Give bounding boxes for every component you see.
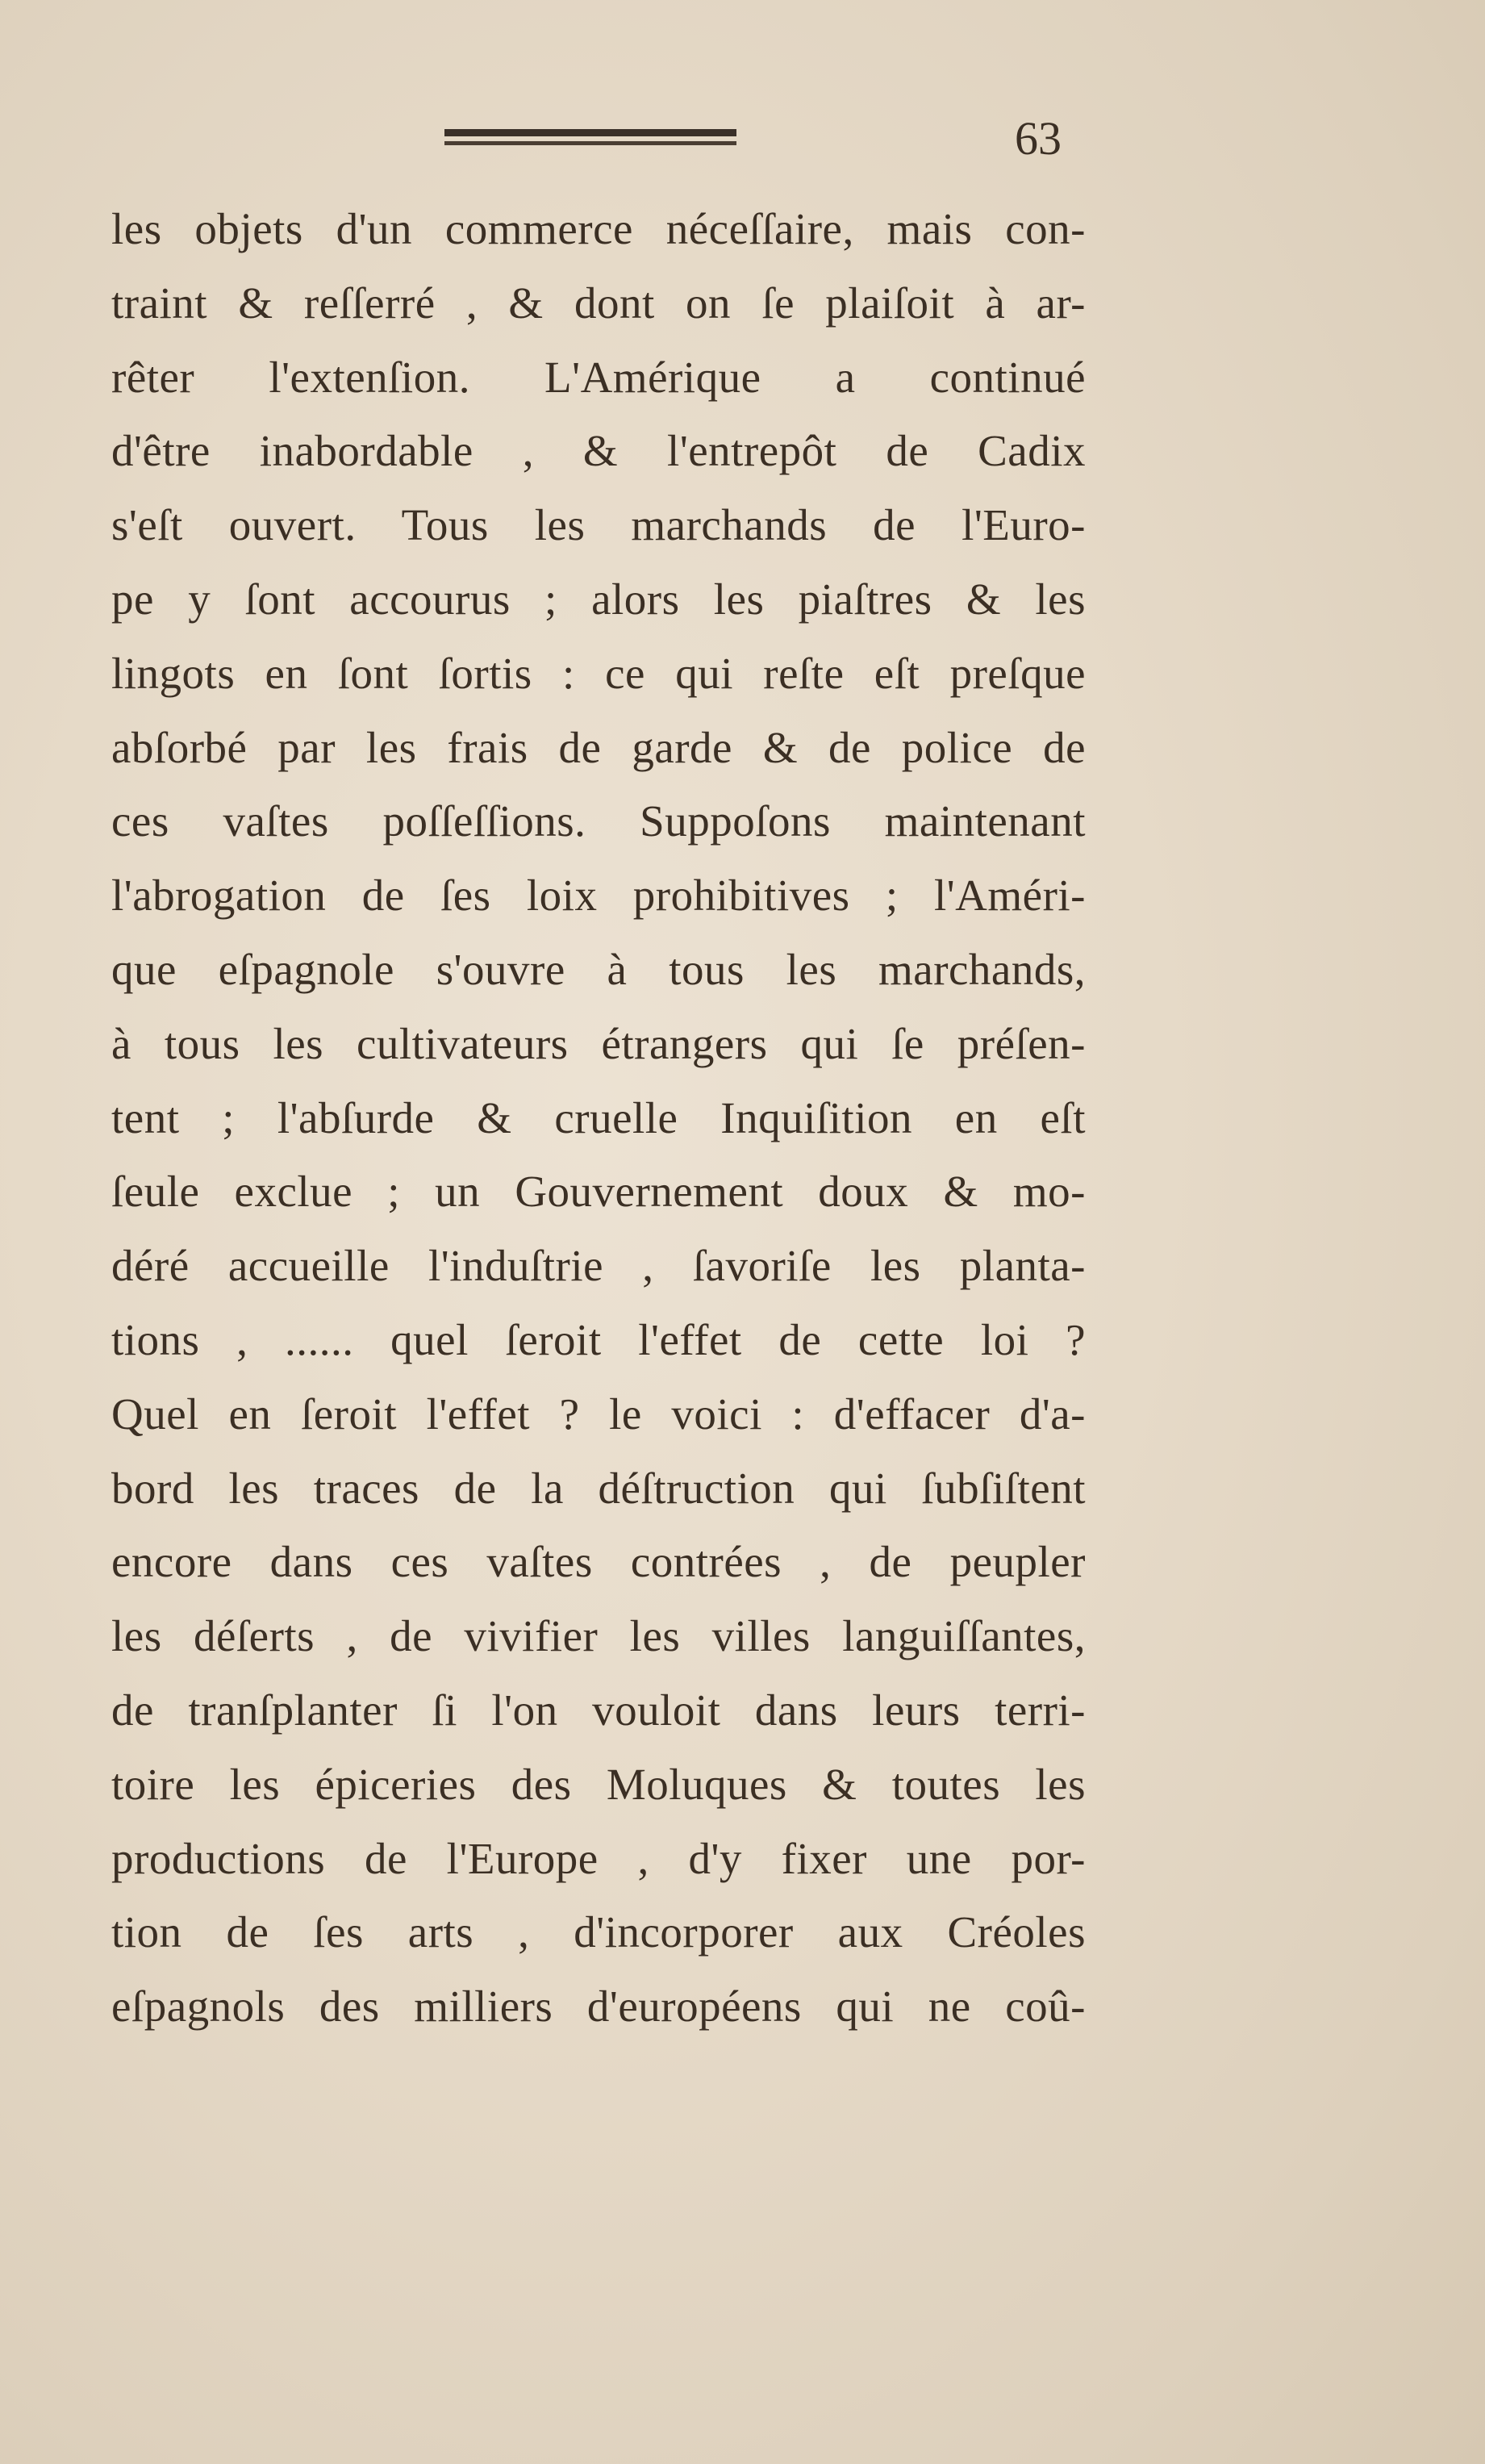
- text-line: encore dans ces vaſtes contrées , de peupler: [111, 1537, 1086, 1587]
- text-line: bord les traces de la déſtruction qui ſubſiſtent: [111, 1463, 1086, 1513]
- page-body-text: [111, 192, 1086, 2044]
- text-line: ces vaſtes poſſeſſions. Suppoſons maintenant: [111, 796, 1086, 846]
- text-line: eſpagnols des milliers d'européens qui ne coû-: [111, 1982, 1086, 2032]
- text-line: traint & reſſerré , & dont on ſe plaiſoit à ar-: [111, 278, 1086, 328]
- text-line: les objets d'un commerce néceſſaire, mais con-: [111, 204, 1086, 253]
- text-line: de tranſplanter ſi l'on vouloit dans leurs terri-: [111, 1685, 1086, 1735]
- text-line: déré accueille l'induſtrie , ſavoriſe les planta-: [111, 1241, 1086, 1291]
- text-line: tions , ...... quel ſeroit l'effet de cette loi ?: [111, 1314, 1086, 1364]
- text-line: tion de ſes arts , d'incorporer aux Créoles: [111, 1907, 1086, 1957]
- text-line: tent ; l'abſurde & cruelle Inquiſition en eſt: [111, 1092, 1086, 1142]
- text-line: ſeule exclue ; un Gouvernement doux & mo-: [111, 1167, 1086, 1217]
- rule-thick-line: [444, 129, 736, 136]
- text-line: rêter l'extenſion. L'Amérique a continué: [111, 352, 1086, 402]
- text-line: toire les épiceries des Moluques & toutes les: [111, 1759, 1086, 1809]
- text-line: les déſerts , de vivifier les villes languiſſantes,: [111, 1611, 1086, 1661]
- text-line: abſorbé par les frais de garde & de police de: [111, 722, 1086, 772]
- text-line: productions de l'Europe , d'y fixer une por-: [111, 1833, 1086, 1883]
- page-number: 63: [1015, 112, 1062, 165]
- text-line: s'eſt ouvert. Tous les marchands de l'Euro-: [111, 500, 1086, 550]
- text-line: lingots en ſont ſortis : ce qui reſte eſt preſque: [111, 648, 1086, 698]
- text-line: que eſpagnole s'ouvre à tous les marchands,: [111, 944, 1086, 994]
- text-line: à tous les cultivateurs étrangers qui ſe préſen-: [111, 1018, 1086, 1068]
- text-line: d'être inabordable , & l'entrepôt de Cadix: [111, 426, 1086, 476]
- text-line: Quel en ſeroit l'effet ? le voici : d'effacer d'a-: [111, 1389, 1086, 1439]
- rule-thin-line: [444, 141, 736, 145]
- header-ornament-rule: [444, 129, 736, 150]
- text-line: pe y ſont accourus ; alors les piaſtres & les: [111, 574, 1086, 624]
- text-line: l'abrogation de ſes loix prohibitives ; l'Améri-: [111, 871, 1086, 921]
